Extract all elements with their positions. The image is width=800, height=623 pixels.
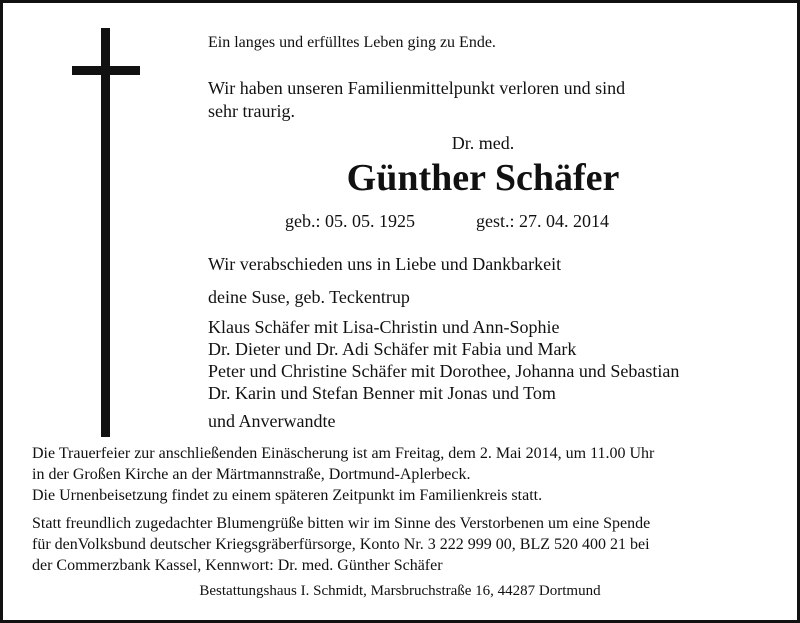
cross-icon	[101, 28, 110, 437]
ceremony-line: in der Großen Kirche an der Märtmannstraße, Dortmund-Aplerbeck.	[32, 466, 471, 483]
ceremony-line: Die Trauerfeier zur anschließenden Einäscherung ist am Freitag, dem 2. Mai 2014, um 11.00 Uhr	[32, 445, 655, 462]
mourner-line: Peter und Christine Schäfer mit Dorothee, Johanna und Sebastian	[208, 361, 680, 381]
funeral-home-text: Bestattungshaus I. Schmidt, Marsbruchstraße 16, 44287 Dortmund	[199, 583, 601, 599]
lost-text-line-2: sehr traurig.	[208, 101, 295, 121]
ceremony-line: Die Urnenbeisetzung findet zu einem späteren Zeitpunkt im Familienkreis statt.	[32, 487, 543, 504]
lost-text-line-1: Wir haben unseren Familienmittelpunkt verloren und sind	[208, 78, 626, 98]
spouse-text: deine Suse, geb. Teckentrup	[208, 287, 410, 307]
deceased-title: Dr. med.	[451, 133, 515, 153]
death-date: gest.: 27. 04. 2014	[476, 211, 609, 231]
mourner-line: Dr. Karin und Stefan Benner mit Jonas und Tom	[208, 383, 556, 403]
mourner-line: Klaus Schäfer mit Lisa-Christin und Ann-Sophie	[208, 317, 560, 337]
farewell-text: Wir verabschieden uns in Liebe und Dankbarkeit	[208, 254, 562, 274]
donation-line: für denVolksbund deutscher Kriegsgräberfürsorge, Konto Nr. 3 222 999 00, BLZ 520 400 21 bei	[32, 536, 650, 553]
donation-line: der Commerzbank Kassel, Kennwort: Dr. med. Günther Schäfer	[32, 557, 443, 574]
deceased-name: Günther Schäfer	[346, 157, 620, 199]
mourner-line: Dr. Dieter und Dr. Adi Schäfer mit Fabia und Mark	[208, 339, 577, 359]
relatives-text: und Anverwandte	[208, 411, 336, 431]
intro-text: Ein langes und erfülltes Leben ging zu Ende.	[208, 34, 496, 51]
donation-line: Statt freundlich zugedachter Blumengrüße bitten wir im Sinne des Verstorbenen um eine Spende	[32, 515, 651, 532]
birth-date: geb.: 05. 05. 1925	[285, 211, 415, 231]
cross-icon-bar	[72, 66, 140, 75]
